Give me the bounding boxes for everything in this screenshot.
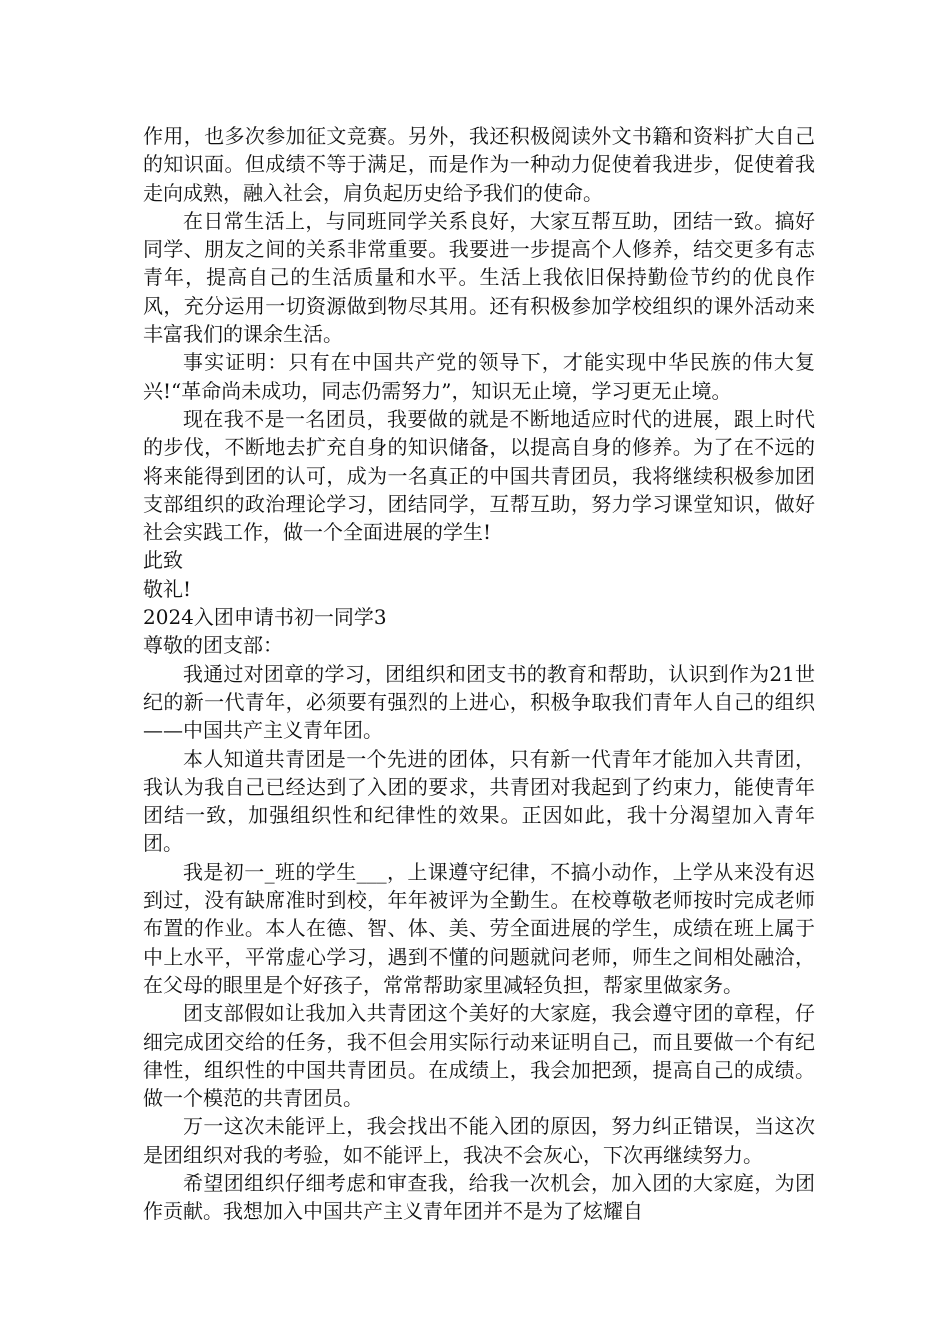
paragraph: 事实证明：只有在中国共产党的领导下，才能实现中华民族的伟大复兴!“革命尚未成功，同志仍需努力”，知识无止境，学习更无止境。: [143, 350, 815, 403]
paragraph: 现在我不是一名团员，我要做的就是不断地适应时代的进展，跟上时代的步伐，不断地去扩充自身的知识储备，以提高自身的修养。为了在不远的将来能得到团的认可，成为一名真正的中国共青团员，我将继续积极参加团支部组织的政治理论学习，团结同学，互帮互助，努力学习课堂知识，做好社会实践工作，做一个全面进展的学生!: [143, 406, 815, 545]
closing-salutation: 此致: [143, 548, 183, 573]
paragraph: 我是初一_班的学生___，上课遵守纪律，不搞小动作，上学从来没有迟到过，没有缺席准时到校，年年被评为全勤生。在校尊敬老师按时完成老师布置的作业。本人在德、智、体、美、劳全面进展的学生，成绩在班上属于中上水平，平常虚心学习，遇到不懂的问题就问老师，师生之间相处融洽，在父母的眼里是个好孩子，常常帮助家里减轻负担，帮家里做家务。: [143, 859, 815, 997]
paragraph: 我通过对团章的学习，团组织和团支书的教育和帮助，认识到作为21世纪的新一代青年，必须要有强烈的上进心，积极争取我们青年人自己的组织——中国共产主义青年团。: [143, 661, 815, 743]
paragraph: 团支部假如让我加入共青团这个美好的大家庭，我会遵守团的章程，仔细完成团交给的任务，我不但会用实际行动来证明自己，而且要做一个有纪律性，组织性的中国共青团员。在成绩上，我会加把颈，提高自己的成绩。做一个模范的共青团员。: [143, 1001, 815, 1111]
document-body: [143, 122, 815, 1226]
paragraph: 本人知道共青团是一个先进的团体，只有新一代青年才能加入共青团，我认为我自己已经达到了入团的要求，共青团对我起到了约束力，能使青年团结一致，加强组织性和纪律性的效果。正因如此，我十分渴望加入青年团。: [143, 746, 815, 856]
paragraph: 万一这次未能评上，我会找出不能入团的原因，努力纠正错误，当这次是团组织对我的考验，如不能评上，我决不会灰心，下次再继续努力。: [143, 1114, 815, 1167]
closing-regards: 敬礼!: [143, 576, 192, 601]
section-title: 2024入团申请书初一同学3: [143, 605, 387, 630]
paragraph: 作用，也多次参加征文竞赛。另外，我还积极阅读外文书籍和资料扩大自己的知识面。但成绩不等于满足，而是作为一种动力促使着我进步，促使着我走向成熟，融入社会，肩负起历史给予我们的使命。: [143, 124, 815, 205]
paragraph: 希望团组织仔细考虑和审查我，给我一次机会，加入团的大家庭，为团作贡献。我想加入中国共产主义青年团并不是为了炫耀自: [143, 1170, 815, 1224]
letter-greeting: 尊敬的团支部：: [143, 633, 283, 658]
paragraph: 在日常生活上，与同班同学关系良好，大家互帮互助，团结一致。搞好同学、朋友之间的关系非常重要。我要进一步提高个人修养，结交更多有志青年，提高自己的生活质量和水平。生活上我依旧保持勤俭节约的优良作风，充分运用一切资源做到物尽其用。还有积极参加学校组织的课外活动来丰富我们的课余生活。: [143, 208, 815, 347]
